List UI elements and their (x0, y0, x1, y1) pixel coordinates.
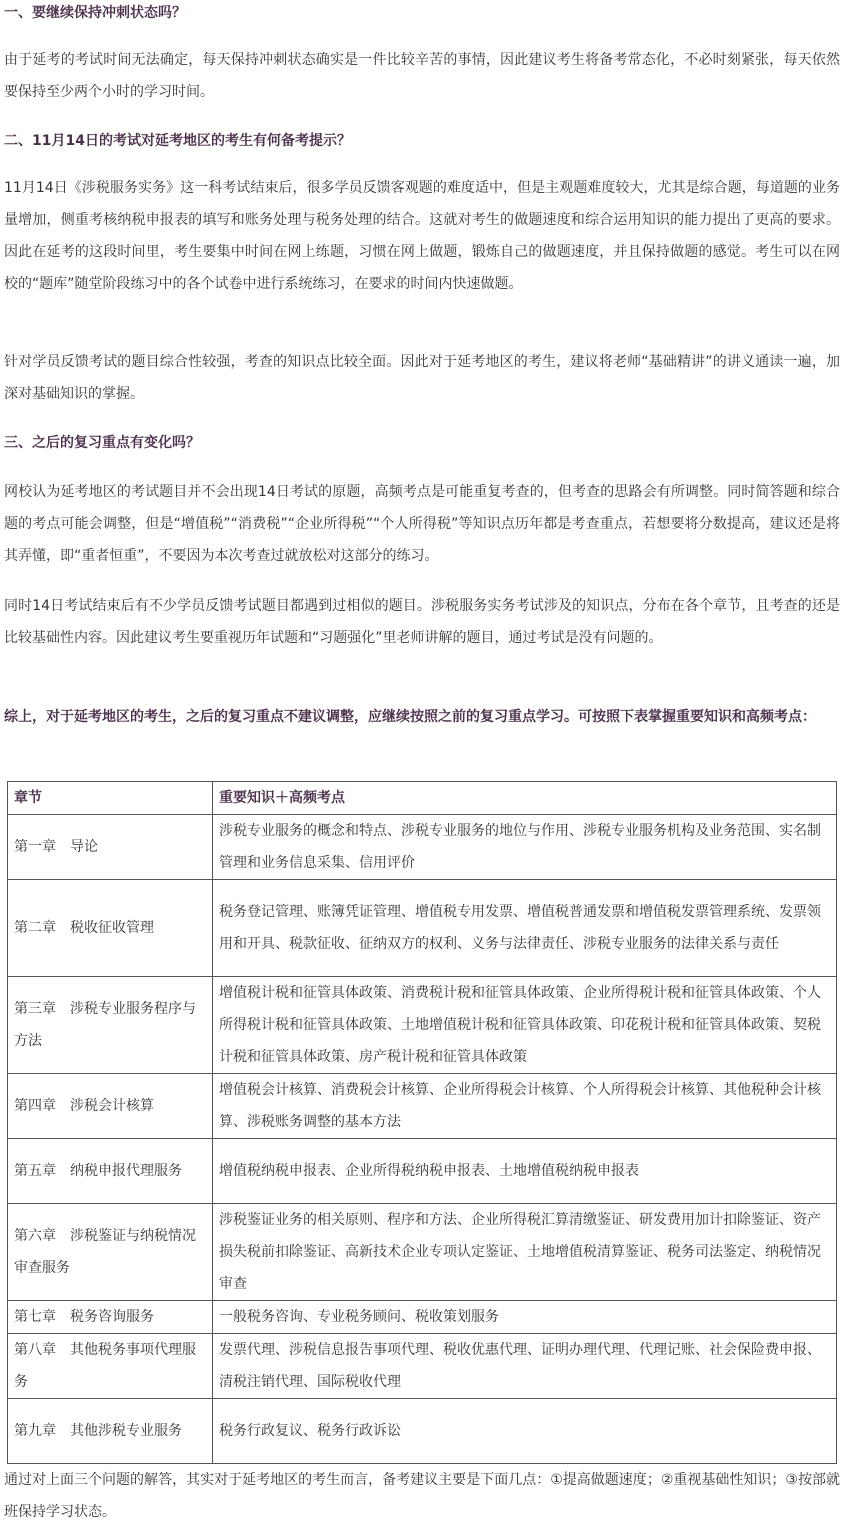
section-2-heading: 二、11月14日的考试对延考地区的考生有何备考提示？ (4, 133, 351, 149)
chapter-cell: 第四章 涉税会计核算 (8, 1074, 213, 1139)
points-cell: 增值税计税和征管具体政策、消费税计税和征管具体政策、企业所得税计税和征管具体政策、个人所得税计税和征管具体政策、土地增值税计税和征管具体政策、印花税计税和征管具体政策、契税计税和征管具体政策、房产税计税和征管具体政策 (213, 977, 837, 1074)
table-header-chapter: 章节 (8, 782, 213, 815)
points-cell: 增值税会计核算、消费税会计核算、企业所得税会计核算、个人所得税会计核算、其他税种会计核算、涉税账务调整的基本方法 (213, 1074, 837, 1139)
section-1-paragraph-1: 由于延考的考试时间无法确定，每天保持冲刺状态确实是一件比较辛苦的事情，因此建议考生将备考常态化，不必时刻紧张，每天依然要保持至少两个小时的学习时间。 (4, 52, 840, 100)
table-row (8, 1204, 837, 1301)
table-row (8, 1334, 837, 1399)
section-3-paragraph-2: 同时14日考试结束后有不少学员反馈考试题目都遇到过相似的题目。涉税服务实务考试涉及的知识点，分布在各个章节，且考查的还是比较基础性内容。因此建议考生要重视历年试题和“习题强化”里老师讲解的题目，通过考试是没有问题的。 (4, 598, 840, 646)
knowledge-points-table (7, 781, 837, 1464)
table-row (8, 1399, 837, 1464)
chapter-cell: 第五章 纳税申报代理服务 (8, 1139, 213, 1204)
summary-text: 综上，对于延考地区的考生，之后的复习重点不建议调整，应继续按照之前的复习重点学习。可按照下表掌握重要知识和高频考点： (4, 709, 816, 725)
table-row (8, 1139, 837, 1204)
points-cell: 一般税务咨询、专业税务顾问、税收策划服务 (213, 1301, 837, 1334)
table-row (8, 1074, 837, 1139)
chapter-cell: 第七章 税务咨询服务 (8, 1301, 213, 1334)
table-row (8, 815, 837, 880)
table-row (8, 1301, 837, 1334)
section-2-paragraph-1: 11月14日《涉税服务实务》这一科考试结束后，很多学员反馈客观题的难度适中，但是主观题难度较大，尤其是综合题，每道题的业务量增加，侧重考核纳税申报表的填写和账务处理与税务处理的结合。这就对考生的做题速度和综合运用知识的能力提出了更高的要求。因此在延考的这段时间里，考生要集中时间在网上练题，习惯在网上做题，锻炼自己的做题速度，并且保持做题的感觉。考生可以在网校的“题库”随堂阶段练习中的各个试卷中进行系统练习，在要求的时间内快速做题。 (4, 180, 840, 292)
chapter-cell: 第六章 涉税鉴证与纳税情况审查服务 (8, 1204, 213, 1301)
table-row (8, 880, 837, 977)
chapter-cell: 第三章 涉税专业服务程序与方法 (8, 977, 213, 1074)
points-cell: 涉税专业服务的概念和特点、涉税专业服务的地位与作用、涉税专业服务机构及业务范围、实名制管理和业务信息采集、信用评价 (213, 815, 837, 880)
section-1-heading: 一、要继续保持冲刺状态吗？ (4, 5, 186, 21)
section-3-heading: 三、之后的复习重点有变化吗？ (4, 435, 200, 451)
section-3-paragraph-1: 网校认为延考地区的考试题目并不会出现14日考试的原题，高频考点是可能重复考查的，但考查的思路会有所调整。同时简答题和综合题的考点可能会调整，但是“增值税”“消费税”“企业所得税”“个人所得税”等知识点历年都是考查重点，若想要将分数提高，建议还是将其弄懂，即“重者恒重”，不要因为本次考查过就放松对这部分的练习。 (4, 484, 840, 564)
points-cell: 税务登记管理、账簿凭证管理、增值税专用发票、增值税普通发票和增值税发票管理系统、发票领用和开具、税款征收、征纳双方的权利、义务与法律责任、涉税专业服务的法律关系与责任 (213, 880, 837, 977)
chapter-cell: 第九章 其他涉税专业服务 (8, 1399, 213, 1464)
points-cell: 税务行政复议、税务行政诉讼 (213, 1399, 837, 1464)
section-2-paragraph-2: 针对学员反馈考试的题目综合性较强，考查的知识点比较全面。因此对于延考地区的考生，建议将老师“基础精讲”的讲义通读一遍，加深对基础知识的掌握。 (4, 354, 840, 402)
chapter-cell: 第一章 导论 (8, 815, 213, 880)
points-cell: 增值税纳税申报表、企业所得税纳税申报表、土地增值税纳税申报表 (213, 1139, 837, 1204)
table-header-row (8, 782, 837, 815)
table-header-points: 重要知识＋高频考点 (213, 782, 837, 815)
points-cell: 发票代理、涉税信息报告事项代理、税收优惠代理、证明办理代理、代理记账、社会保险费申报、清税注销代理、国际税收代理 (213, 1334, 837, 1399)
points-cell: 涉税鉴证业务的相关原则、程序和方法、企业所得税汇算清缴鉴证、研发费用加计扣除鉴证、资产损失税前扣除鉴证、高新技术企业专项认定鉴证、土地增值税清算鉴证、税务司法鉴定、纳税情况审查 (213, 1204, 837, 1301)
chapter-cell: 第八章 其他税务事项代理服务 (8, 1334, 213, 1399)
chapter-cell: 第二章 税收征收管理 (8, 880, 213, 977)
table-row (8, 977, 837, 1074)
conclusion-text: 通过对上面三个问题的解答，其实对于延考地区的考生而言，备考建议主要是下面几点：①提高做题速度；②重视基础性知识；③按部就班保持学习状态。 (4, 1472, 840, 1520)
